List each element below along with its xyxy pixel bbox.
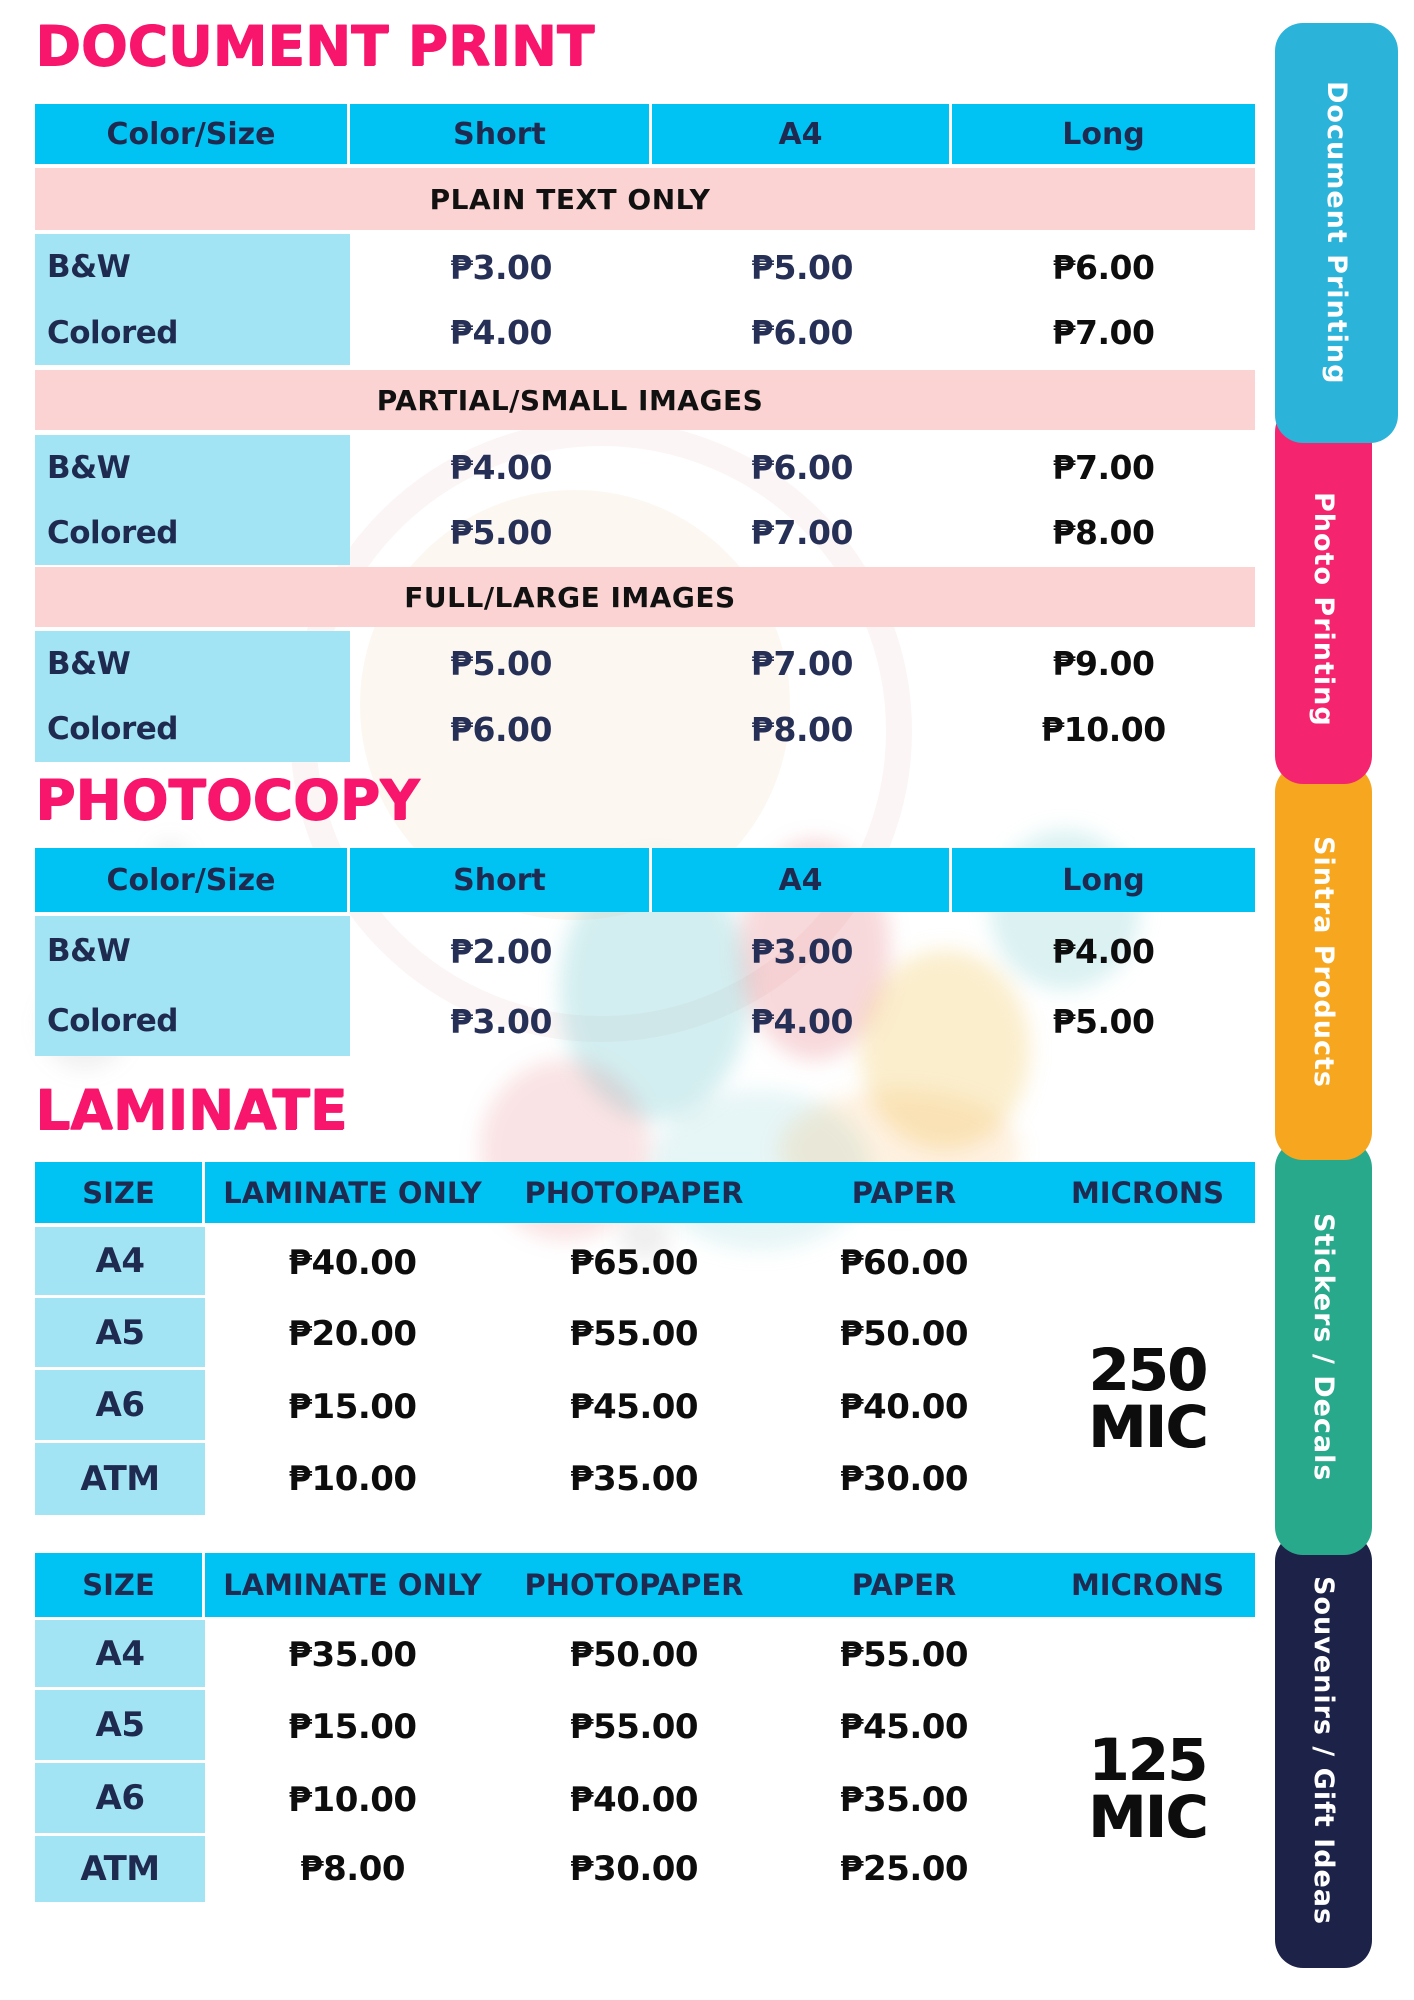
section-band: PARTIAL/SMALL IMAGES [35, 370, 1255, 430]
laminate-header-row [35, 1553, 1255, 1617]
price-cell: ₱2.00 [450, 931, 552, 971]
micron-unit: MIC [1088, 1782, 1207, 1851]
column-header: Long [1062, 116, 1145, 152]
tab-sintra-products[interactable] [1275, 764, 1372, 1160]
table-row [35, 435, 1255, 500]
row-label: Colored [35, 696, 350, 762]
price-cell: ₱25.00 [839, 1849, 969, 1889]
price-cell: ₱35.00 [288, 1635, 417, 1675]
microns-cell [1040, 1620, 1255, 1690]
size-label: A6 [35, 1370, 205, 1443]
price-cell: ₱15.00 [288, 1386, 417, 1427]
column-header: PHOTOPAPER [524, 1175, 744, 1210]
price-cell: ₱50.00 [569, 1635, 699, 1675]
price-cell: ₱55.00 [569, 1706, 699, 1747]
size-label: A5 [35, 1298, 205, 1370]
price-cell: ₱55.00 [569, 1314, 699, 1354]
price-cell: ₱3.00 [751, 931, 853, 971]
tab-label: Sintra Products [1308, 836, 1339, 1088]
micron-value: 125 [1088, 1726, 1207, 1794]
price-cell: ₱40.00 [569, 1779, 699, 1820]
price-cell: ₱10.00 [1041, 709, 1166, 749]
price-cell: ₱35.00 [569, 1459, 699, 1499]
size-label: ATM [35, 1443, 205, 1515]
column-header: Short [350, 104, 652, 164]
laminate-table-250 [35, 1162, 1255, 1515]
tab-document-printing[interactable] [1275, 23, 1398, 443]
table-row [35, 1227, 1255, 1298]
tab-label: Photo Printing [1308, 491, 1339, 727]
column-header: SIZE [35, 1162, 205, 1223]
column-header: A4 [652, 104, 952, 164]
size-label: A6 [35, 1763, 205, 1836]
price-cell: ₱4.00 [1052, 931, 1155, 971]
price-cell: ₱9.00 [1052, 644, 1155, 683]
price-cell: ₱6.00 [751, 313, 853, 352]
micron-value: 250 [1088, 1336, 1207, 1404]
price-cell: ₱45.00 [569, 1386, 699, 1427]
price-cell: ₱8.00 [1052, 513, 1155, 552]
price-cell: ₱8.00 [751, 709, 853, 749]
price-cell: ₱3.00 [450, 1001, 552, 1041]
price-cell: ₱4.00 [751, 1001, 853, 1041]
tab-photo-printing[interactable] [1275, 404, 1372, 784]
price-cell: ₱30.00 [569, 1849, 699, 1889]
price-cell: ₱3.00 [450, 247, 552, 287]
photocopy-title: PHOTOCOPY [35, 768, 420, 832]
price-cell: ₱4.00 [450, 313, 552, 352]
microns-250-value [1040, 1336, 1255, 1461]
price-cell: ₱4.00 [450, 448, 552, 487]
price-cell: ₱35.00 [839, 1779, 969, 1820]
microns-125-value [1040, 1726, 1255, 1851]
column-header: PAPER [851, 1175, 957, 1210]
price-cell: ₱15.00 [288, 1706, 417, 1747]
price-cell: ₱55.00 [839, 1635, 969, 1675]
price-cell: ₱7.00 [751, 513, 853, 552]
column-header: PHOTOPAPER [524, 1568, 744, 1602]
price-cell: ₱40.00 [839, 1386, 969, 1427]
size-label: ATM [35, 1836, 205, 1902]
document-print-title: DOCUMENT PRINT [35, 14, 595, 78]
price-cell: ₱8.00 [299, 1849, 406, 1889]
row-label: B&W [35, 916, 350, 986]
column-header: LAMINATE ONLY [223, 1175, 482, 1210]
table-row [35, 696, 1255, 762]
price-cell: ₱5.00 [751, 247, 853, 287]
column-header: Color/Size [35, 104, 350, 164]
tab-stickers-decals[interactable] [1275, 1140, 1372, 1555]
price-cell: ₱40.00 [288, 1242, 417, 1283]
table-row [35, 234, 1255, 300]
tab-souvenirs-gift-ideas[interactable] [1275, 1533, 1372, 1968]
row-label: B&W [35, 435, 350, 500]
price-cell: ₱5.00 [450, 644, 552, 683]
column-header: SIZE [35, 1553, 205, 1617]
laminate-title: LAMINATE [35, 1078, 348, 1142]
size-label: A4 [35, 1620, 205, 1690]
size-label: A5 [35, 1690, 205, 1763]
micron-unit: MIC [1088, 1392, 1207, 1461]
row-label: Colored [35, 500, 350, 565]
laminate-table-125 [35, 1553, 1255, 1902]
column-header: A4 [652, 848, 952, 912]
price-cell: ₱5.00 [450, 513, 552, 552]
column-header: Short [350, 848, 652, 912]
column-header: MICRONS [1070, 1175, 1225, 1210]
table-row [35, 300, 1255, 365]
row-label: B&W [35, 631, 350, 696]
table-row [35, 916, 1255, 986]
tab-label: Stickers / Decals [1308, 1213, 1339, 1482]
price-cell: ₱7.00 [1052, 313, 1155, 352]
column-header: PAPER [851, 1568, 957, 1602]
table-row [35, 1836, 1255, 1902]
laminate-header-row [35, 1162, 1255, 1223]
microns-cell [1040, 1227, 1255, 1298]
tab-label: Souvenirs / Gift Ideas [1308, 1575, 1339, 1926]
tab-label: Document Printing [1321, 81, 1352, 385]
table-row [35, 631, 1255, 696]
document-print-header-row [35, 104, 1255, 164]
price-cell: ₱6.00 [751, 448, 853, 487]
price-cell: ₱10.00 [288, 1459, 417, 1499]
row-label: Colored [35, 986, 350, 1056]
price-cell: ₱6.00 [450, 709, 552, 749]
section-band: FULL/LARGE IMAGES [35, 567, 1255, 627]
price-cell: ₱10.00 [288, 1779, 417, 1820]
price-cell: ₱60.00 [839, 1242, 969, 1283]
price-cell: ₱65.00 [569, 1242, 699, 1283]
price-cell: ₱20.00 [288, 1314, 417, 1354]
column-header: LAMINATE ONLY [223, 1568, 482, 1602]
document-print-table [35, 104, 1255, 762]
table-row [35, 500, 1255, 565]
price-cell: ₱45.00 [839, 1706, 969, 1747]
price-cell: ₱30.00 [839, 1459, 969, 1499]
column-header: Long [1062, 862, 1145, 898]
price-cell: ₱7.00 [1052, 448, 1155, 487]
section-band: PLAIN TEXT ONLY [35, 168, 1255, 230]
column-header: MICRONS [1070, 1568, 1225, 1602]
price-cell: ₱7.00 [751, 644, 853, 683]
table-row [35, 986, 1255, 1056]
price-cell: ₱50.00 [839, 1314, 969, 1354]
table-row [35, 1620, 1255, 1690]
price-cell: ₱5.00 [1052, 1001, 1155, 1041]
price-cell: ₱6.00 [1052, 247, 1155, 287]
photocopy-header-row [35, 848, 1255, 912]
column-header: Color/Size [35, 848, 350, 912]
photocopy-table [35, 848, 1255, 1056]
row-label: Colored [35, 300, 350, 365]
row-label: B&W [35, 234, 350, 300]
size-label: A4 [35, 1227, 205, 1298]
